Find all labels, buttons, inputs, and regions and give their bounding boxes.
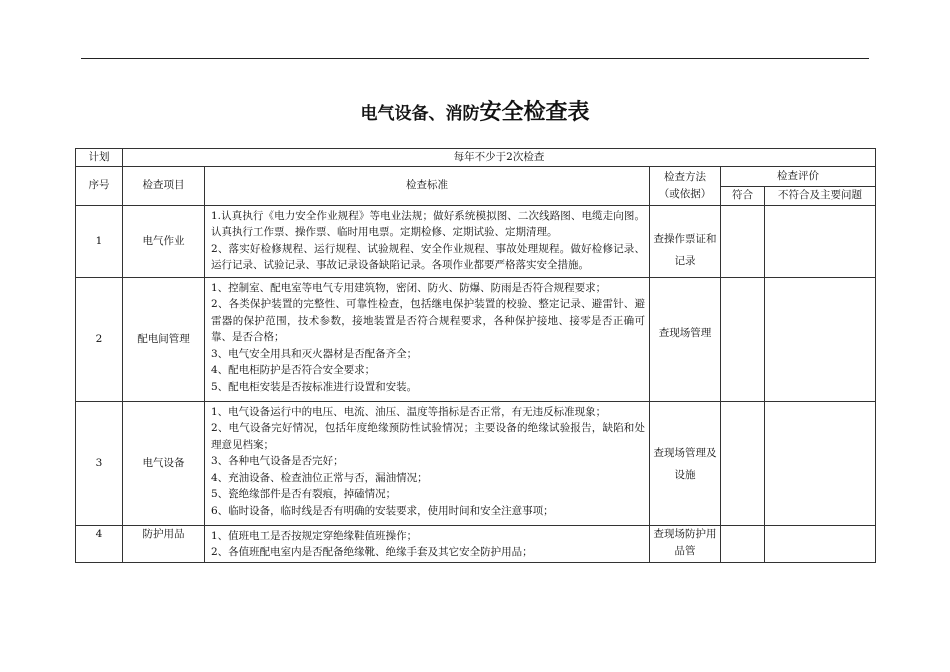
standard-line: 1、值班电工是否按规定穿绝缘鞋值班操作； <box>211 529 418 542</box>
table-row <box>76 401 876 525</box>
standard-line: 1、控制室、配电室等电气专用建筑物，密闭、防火、防爆、防雨是否符合规程要求； <box>211 281 607 294</box>
standard-line: 5、瓷绝缘部件是否有裂痕，掉磕情况； <box>211 488 397 500</box>
plan-label: 计划 <box>76 149 123 167</box>
row-item: 电气作业 <box>123 205 205 277</box>
row-standard <box>205 525 650 562</box>
table-row <box>76 205 876 277</box>
header-method <box>650 166 721 205</box>
row-method: 查操作票证和记录 <box>650 205 721 277</box>
table-row <box>76 525 876 562</box>
row-noncomply <box>765 525 876 562</box>
inspection-table <box>75 148 876 563</box>
standard-line: 5、配电柜安装是否按标准进行设置和安装。 <box>211 380 418 393</box>
standard-line: 3、各种电气设备是否完好； <box>211 455 344 467</box>
standard-line: 2、各值班配电室内是否配备绝缘靴、绝缘手套及其它安全防护用品； <box>211 546 533 558</box>
standard-line: 3、电气安全用具和灭火器材是否配备齐全； <box>211 347 418 360</box>
standard-line: 6、临时设备，临时线是否有明确的安装要求，使用时间和安全注意事项； <box>211 504 554 517</box>
standard-line: 4、充油设备、检查油位正常与否，漏油情况； <box>211 471 428 484</box>
row-method: 查现场管理 <box>650 277 721 401</box>
standard-line: 4、配电柜防护是否符合安全要求； <box>211 364 376 376</box>
standard-line: 2、落实好检修规程、运行规程、试验规程、安全作业规程、事故处理规程。做好检修记录、运行记录、试验记录、事故记录设备缺陷记录。各项作业都要严格落实安全措施。 <box>211 242 645 271</box>
plan-value: 每年不少于2次检查 <box>123 149 876 167</box>
row-method: 查现场管理及设施 <box>650 401 721 525</box>
standard-line: 1、电气设备运行中的电压、电流、油压、温度等指标是否正常，有无违反标准现象； <box>211 405 607 418</box>
header-item: 检查项目 <box>123 166 205 205</box>
row-seq: 3 <box>76 401 123 525</box>
header-standard: 检查标准 <box>205 166 650 205</box>
row-item: 防护用品 <box>123 525 205 562</box>
table-row <box>76 277 876 401</box>
row-noncomply <box>765 277 876 401</box>
title-main: 安全检查表 <box>479 99 590 125</box>
row-noncomply <box>765 401 876 525</box>
row-standard <box>205 277 650 401</box>
plan-row <box>76 149 876 167</box>
header-evaluation: 检查评价 <box>721 166 876 186</box>
header-seq: 序号 <box>76 166 123 205</box>
row-comply <box>721 205 765 277</box>
row-comply <box>721 525 765 562</box>
row-comply <box>721 401 765 525</box>
header-comply: 符合 <box>721 186 765 205</box>
header-row-1 <box>76 166 876 186</box>
row-seq: 2 <box>76 277 123 401</box>
row-comply <box>721 277 765 401</box>
row-method: 查现场防护用品管 <box>650 525 721 562</box>
header-method-label: 检查方法 <box>664 171 706 183</box>
row-standard <box>205 401 650 525</box>
row-standard <box>205 205 650 277</box>
standard-line: 2、各类保护装置的完整性、可靠性检查，包括继电保护装置的校验、整定记录、避雷针、避雷器的保护范围，技术参数，接地装置是否符合规程要求，各种保护接地、接零是否正确可靠、是否合格； <box>211 298 645 343</box>
row-seq: 4 <box>76 525 123 562</box>
standard-line: 2、电气设备完好情况，包括年度绝缘预防性试验情况；主要设备的绝缘试验报告，缺陷和处理意见档案； <box>211 422 645 451</box>
standard-line: 1.认真执行《电力安全作业规程》等电业法规；做好系统模拟图、二次线路图、电缆走向图。认真执行工作票、操作票、临时用电票。定期检修、定期试验、定期清理。 <box>211 209 645 238</box>
row-item: 电气设备 <box>123 401 205 525</box>
header-noncomply: 不符合及主要问题 <box>765 186 876 205</box>
row-item: 配电间管理 <box>123 277 205 401</box>
row-noncomply <box>765 205 876 277</box>
header-method-note: （或依据） <box>658 187 712 200</box>
page-title <box>0 95 950 126</box>
title-prefix: 电气设备、消防 <box>360 104 480 124</box>
header-rule <box>81 58 869 59</box>
row-seq: 1 <box>76 205 123 277</box>
